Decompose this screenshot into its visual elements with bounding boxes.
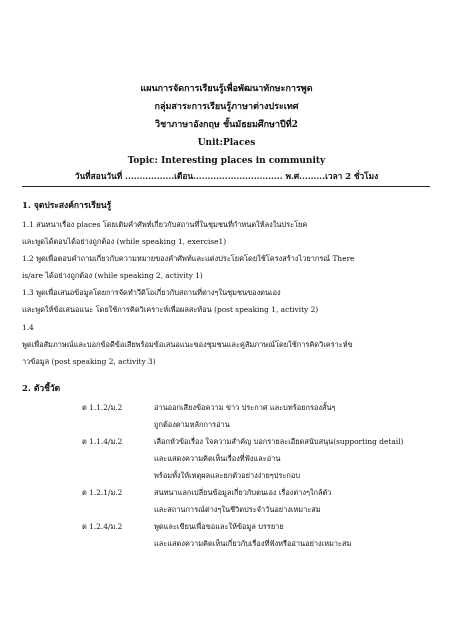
objective-line: พูดเพื่อสัมภาษณ์และบอกข้อดีข้อเสียพร้อมข้อเสนอแนะของชุมชนและคู่สัมภาษณ์โดยใช้การคิดวิเคราะห์ข	[22, 340, 353, 349]
indicator-text: พร้อมทั้งให้เหตุผลและยกตัวอย่างง่ายๆประกอบ	[154, 471, 301, 480]
learning-group: กลุ่มสาระการเรียนรู้ภาษาต่างประเทศ	[154, 102, 299, 112]
indicator-text: พูดและเขียนเพื่อขอและให้ข้อมูล บรรยาย	[154, 522, 284, 531]
indicator-text: และแสดงความคิดเห็นเรื่องที่ฟังและอ่าน	[154, 454, 281, 463]
plan-title: แผนการจัดการเรียนรู้เพื่อพัฒนาทักษะการพูด	[140, 84, 313, 94]
indicator-code: ต 1.1.4/ม.2	[82, 437, 123, 446]
objective-line: 1.4	[22, 323, 34, 332]
indicator-code: ต 1.2.1/ม.2	[82, 488, 123, 497]
date-line: วันที่สอนวันที่ .................เดือน............................... พ.ศ.........เวลา 2 ชั่วโมง	[74, 171, 379, 181]
indicator-code: ต 1.1.2/ม.2	[82, 403, 123, 412]
indicator-text: และแสดงความคิดเห็นเกี่ยวกับเรื่องที่ฟังหรืออ่านอย่างเหมาะสม	[154, 539, 352, 548]
header-divider	[22, 186, 430, 187]
objective-line: 1.3 พูดเพื่อเสนอข้อมูลโดยการจัดทำวีดิโอเกี่ยวกับสถานที่ต่างๆในชุมชนของตนเอง	[22, 288, 281, 297]
objective-line: 1.2 พูดเพื่อตอบคำถามเกี่ยวกับความหมายของคำศัพท์และแต่งประโยคโดยใช้โครงสร้างไวยากรณ์ There	[22, 254, 355, 263]
objective-line: และพูดได้ตอบได้อย่างถูกต้อง (while speaking 1, exercise1)	[22, 237, 227, 246]
objective-line: 1.1 สนทนาเรื่อง places โดยเติมคำศัพท์เกี่ยวกับสถานที่ในชุมชนที่กำหนดให้ลงในประโยค	[22, 220, 308, 229]
section-heading-indicators: 2. ตัวชี้วัด	[22, 384, 61, 394]
subject-line: วิชาภาษาอังกฤษ ชั้นมัธยมศึกษาปีที่2	[155, 120, 298, 130]
objective-line: is/are ได้อย่างถูกต้อง (while speaking 2, activity 1)	[22, 271, 203, 280]
objective-line: และพูดให้ข้อเสนอแนะ โดยใช้การคิดวิเคราะห์เพื่อผลสะท้อน (post speaking 1, activity 2)	[22, 305, 319, 314]
indicator-code: ต 1.2.4/ม.2	[82, 522, 123, 531]
unit-line: Unit:Places	[197, 138, 256, 148]
indicator-text: และสถานการณ์ต่างๆในชีวิตประจำวันอย่างเหมาะสม	[154, 505, 321, 514]
indicator-text: เลือกหัวข้อเรื่อง ใจความสำคัญ บอกรายละเอียดสนับสนุน(supporting detail)	[154, 437, 404, 446]
indicator-text: อ่านออกเสียงข้อความ ข่าว ประกาศ และบทร้อยกรองสั้นๆ	[154, 403, 336, 412]
objective-line: าวข้อมูล (post speaking 2, activity 3)	[22, 357, 156, 366]
indicator-text: ถูกต้องตามหลักการอ่าน	[154, 420, 230, 429]
indicator-text: สนทนาแลกเปลี่ยนข้อมูลเกี่ยวกับตนเอง เรื่องต่างๆใกล้ตัว	[154, 488, 332, 497]
topic-line: Topic: Interesting places in community	[127, 156, 326, 166]
section-heading-objectives: 1. จุดประสงค์การเรียนรู้	[22, 201, 112, 211]
